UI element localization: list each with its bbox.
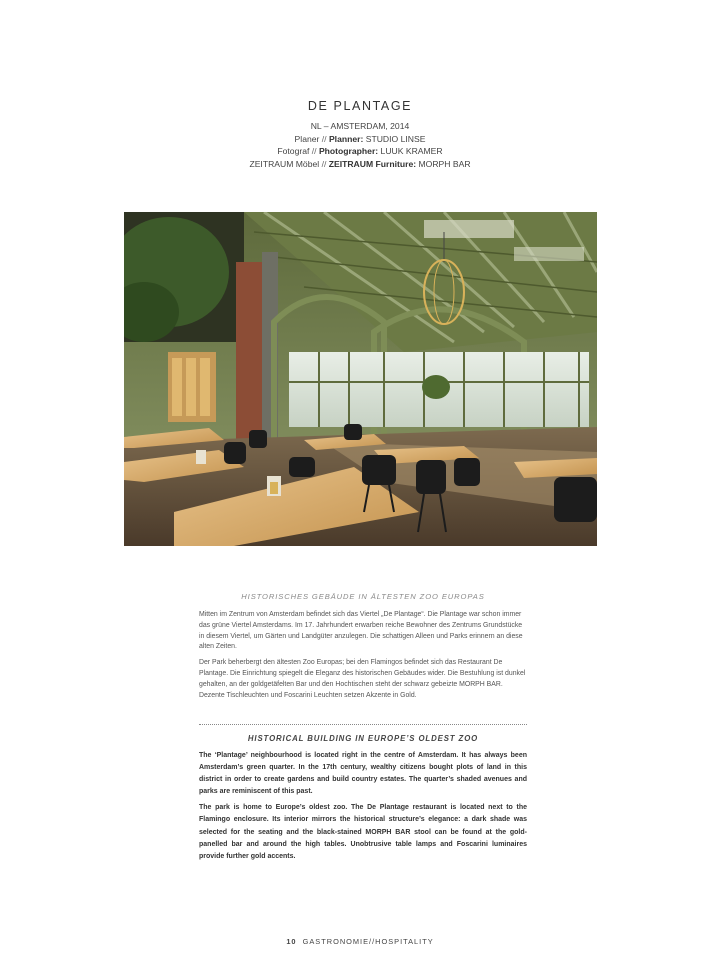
footer-section: GASTRONOMIE <box>302 937 370 946</box>
furniture-label-de: ZEITRAUM Möbel <box>249 158 320 169</box>
german-paragraph: Mitten im Zentrum von Amsterdam befindet sich das Viertel „De Plantage“. Die Plantage war schon immer das grüne Viertel Amsterdams. Im 17. Jahrhundert erwarben reiche Bewohner des Zentrums Grundstücke in diesem Viertel, um Gärten und Landgüter anzulegen. Die schattigen Alleen und Parks erinnern an diese alten Zeiten. <box>199 611 523 651</box>
english-heading: HISTORICAL BUILDING IN EUROPE’S OLDEST ZOO <box>247 734 479 743</box>
dotted-divider <box>199 724 527 725</box>
planner-label-de: Planer <box>294 133 320 144</box>
planner-label-en: Planner: <box>328 133 364 144</box>
page-footer <box>0 937 720 946</box>
restaurant-photo <box>124 212 597 546</box>
german-section <box>199 592 527 706</box>
article-title: DE PLANTAGE <box>307 99 413 113</box>
location-line: NL – AMSTERDAM, 2014 <box>310 121 410 131</box>
english-paragraph: The park is home to Europe’s oldest zoo. The De Plantage restaurant is located next to the Flamingo enclosure. Its interior mirrors the historical structure’s elegance: a dark shade was selected for the seating and the black-stained MORPH BAR stool can be found at the gold-panelled bar and around the high tables. Unobtrusive table lamps and Foscarini luminaires provide further gold accents. <box>199 804 527 860</box>
furniture-separator: // <box>321 158 327 169</box>
german-heading: HISTORISCHES GEBÄUDE IN ÄLTESTEN ZOO EUROPAS <box>241 592 485 601</box>
german-paragraph: Der Park beherbergt den ältesten Zoo Europas; bei den Flamingos befindet sich das Restaurant De Plantage. Die Einrichtung spiegelt die Eleganz des historischen Gebäudes wider. Die Bestuhlung ist dunkel gehalten, an der goldgetäfelten Bar und den Hochtischen steht der schwarz gebeizte MORPH BAR. Dezente Tischleuchten und Foscarini Leuchten setzen Akzente in Gold. <box>199 659 526 699</box>
page-number: 10 <box>286 937 297 946</box>
article-header <box>0 99 720 170</box>
furniture-value: MORPH BAR <box>418 158 471 169</box>
planner-separator: // <box>321 133 327 144</box>
planner-line <box>0 133 720 146</box>
planner-value: STUDIO LINSE <box>365 133 426 144</box>
english-paragraph: The ‘Plantage’ neighbourhood is located right in the centre of Amsterdam. It has always been Amsterdam’s green quarter. In the 17th century, wealthy citizens bought plots of land in this district in order to create gardens and build country estates. The quarter’s shaded avenues and parks are reminiscent of this past. <box>199 752 527 796</box>
footer-section-en: HOSPITALITY <box>375 937 434 946</box>
photographer-label-de: Fotograf <box>277 146 310 156</box>
photographer-line <box>0 145 720 158</box>
furniture-line <box>0 158 720 171</box>
footer-separator: // <box>369 937 376 946</box>
photographer-label-en: Photographer: <box>318 146 379 156</box>
photographer-separator: // <box>311 146 317 156</box>
photographer-value: LUUK KRAMER <box>380 146 443 156</box>
english-section <box>199 734 527 867</box>
furniture-label-en: ZEITRAUM Furniture: <box>328 158 417 169</box>
